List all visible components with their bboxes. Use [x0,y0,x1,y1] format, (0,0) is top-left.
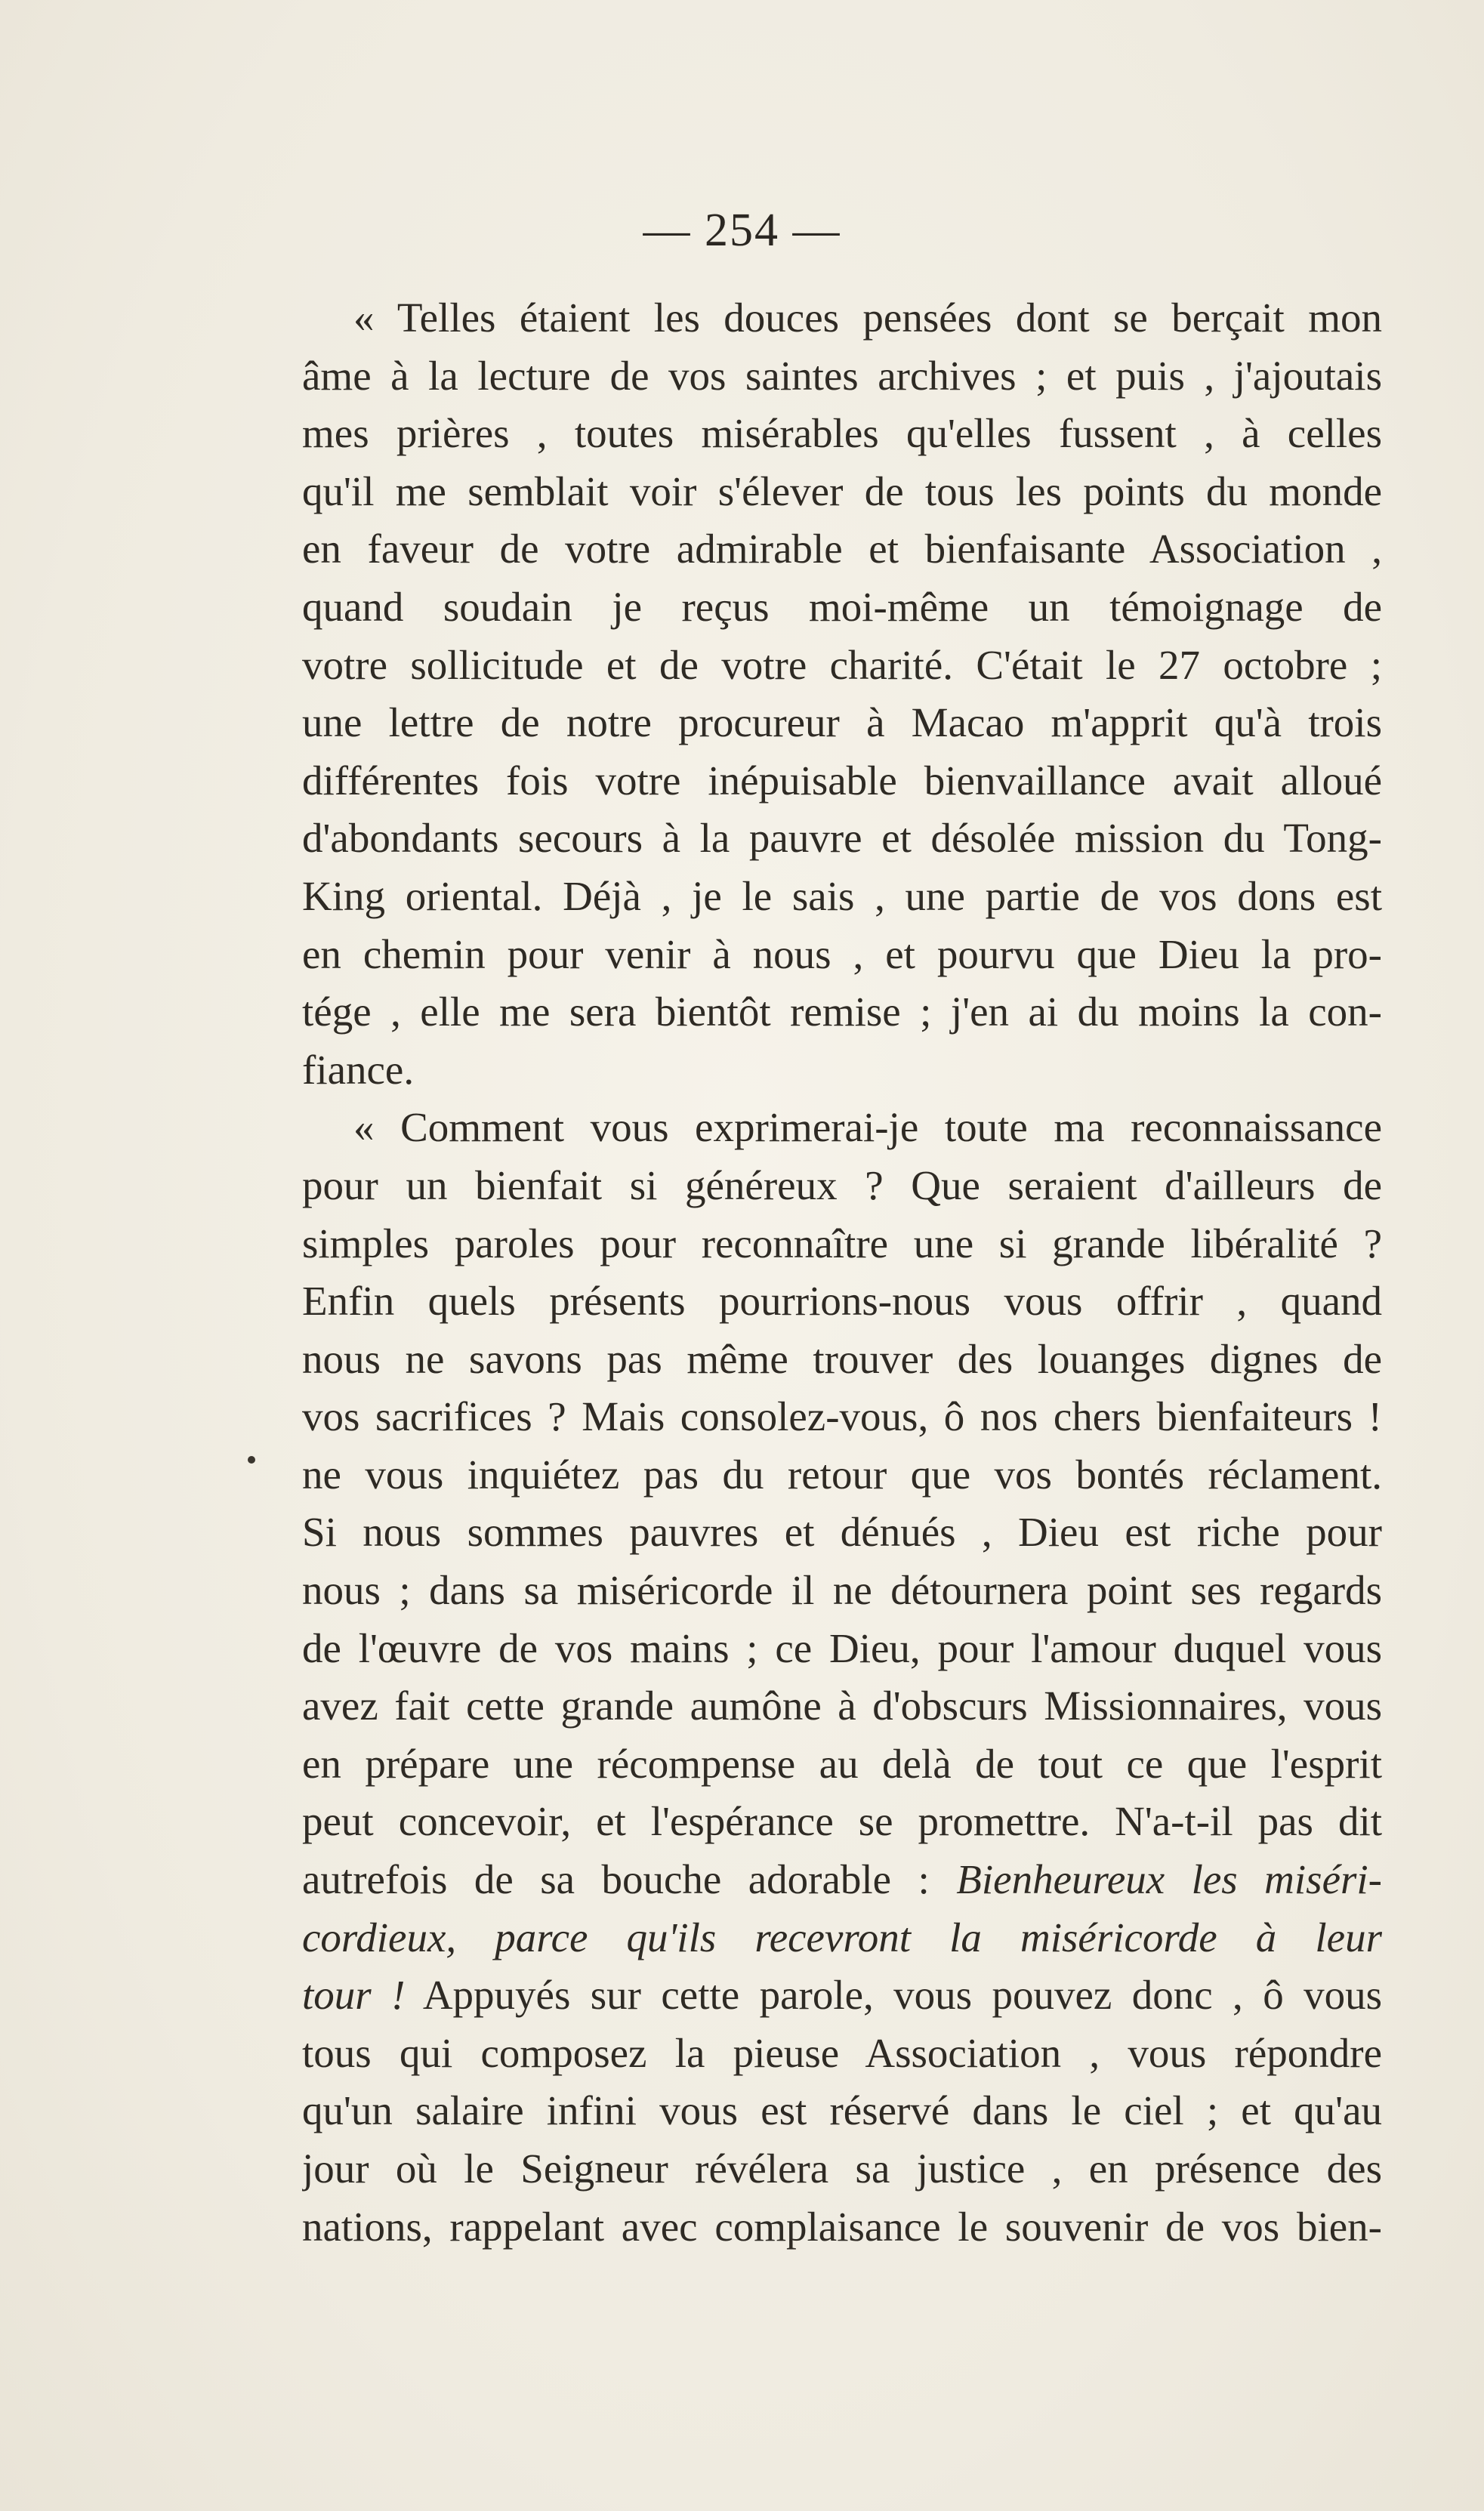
text-line: qu'un salaire infini vous est réservé dans le ciel ; et qu'au [302,2087,1382,2134]
italic-segment: cordieux, [302,1914,457,1960]
text-segment: Appuyés sur cette parole, vous pouvez donc , ô vous [422,1972,1382,2019]
text-line: différentes fois votre inépuisable bienvaillance avait alloué [302,757,1382,804]
text-line: de l'œuvre de vos mains ; ce Dieu, pour l'amour duquel vous [302,1624,1382,1671]
text-line: fiance. [302,1046,415,1093]
text-line: d'abondants secours à la pauvre et désolée mission du Tong- [302,815,1382,862]
text-line: « Telles étaient les douces pensées dont se berçait mon [353,295,1382,341]
text-line: « Comment vous exprimerai-je toute ma reconnaissance [353,1104,1382,1151]
text-line: vos sacrifices ? Mais consolez-vous, ô nos chers bienfaiteurs ! [302,1393,1382,1440]
page-number: — 254 — [643,205,841,256]
text-line: avez fait cette grande aumône à d'obscurs Missionnaires, vous [302,1683,1382,1729]
italic-segment: parce qu'ils recevront la miséricorde à leur [495,1914,1382,1960]
body-text [302,289,1382,2256]
text-line: en chemin pour venir à nous , et pourvu que Dieu la pro- [302,930,1382,977]
ink-spot [248,1456,255,1464]
text-segment: autrefois de sa bouche adorable : [302,1856,930,1903]
text-line: votre sollicitude et de votre charité. C'était le 27 octobre ; [302,641,1382,688]
text-line: jour où le Seigneur révélera sa justice , en présence des [302,2145,1382,2192]
italic-segment: tour ! [302,1972,406,2019]
text-line [302,1909,1382,1967]
text-line: Enfin quels présents pourrions-nous vous offrir , quand [302,1278,1382,1325]
text-line: en prépare une récompense au delà de tout ce que l'esprit [302,1740,1382,1787]
text-line: peut concevoir, et l'espérance se promettre. N'a-t-il pas dit [302,1798,1382,1845]
text-line: en faveur de votre admirable et bienfaisante Association , [302,526,1382,572]
text-line: une lettre de notre procureur à Macao m'apprit qu'à trois [302,699,1382,746]
text-line: tége , elle me sera bientôt remise ; j'en ai du moins la con- [302,989,1382,1035]
text-line: nations, rappelant avec complaisance le souvenir de vos bien- [302,2203,1382,2250]
text-line: âme à la lecture de vos saintes archives ; et puis , j'ajoutais [302,352,1382,399]
text-line [302,1851,1382,1909]
italic-segment: Bienheureux les miséri- [956,1856,1382,1903]
text-line: qu'il me semblait voir s'élever de tous les points du monde [302,467,1382,514]
text-line: tous qui composez la pieuse Association , vous répondre [302,2029,1382,2076]
text-line [302,1967,1382,2025]
text-line: nous ; dans sa miséricorde il ne détournera point ses regards [302,1567,1382,1614]
text-line: pour un bienfait si généreux ? Que seraient d'ailleurs de [302,1161,1382,1208]
text-line: Si nous sommes pauvres et dénués , Dieu est riche pour [302,1509,1382,1556]
text-line: King oriental. Déjà , je le sais , une partie de vos dons est [302,872,1382,919]
text-line: quand soudain je reçus moi-même un témoignage de [302,583,1382,630]
text-line: mes prières , toutes misérables qu'elles fussent , à celles [302,410,1382,457]
text-line: nous ne savons pas même trouver des louanges dignes de [302,1335,1382,1382]
text-line: ne vous inquiétez pas du retour que vos bontés réclament. [302,1451,1382,1498]
text-line: simples paroles pour reconnaître une si grande libéralité ? [302,1220,1382,1266]
